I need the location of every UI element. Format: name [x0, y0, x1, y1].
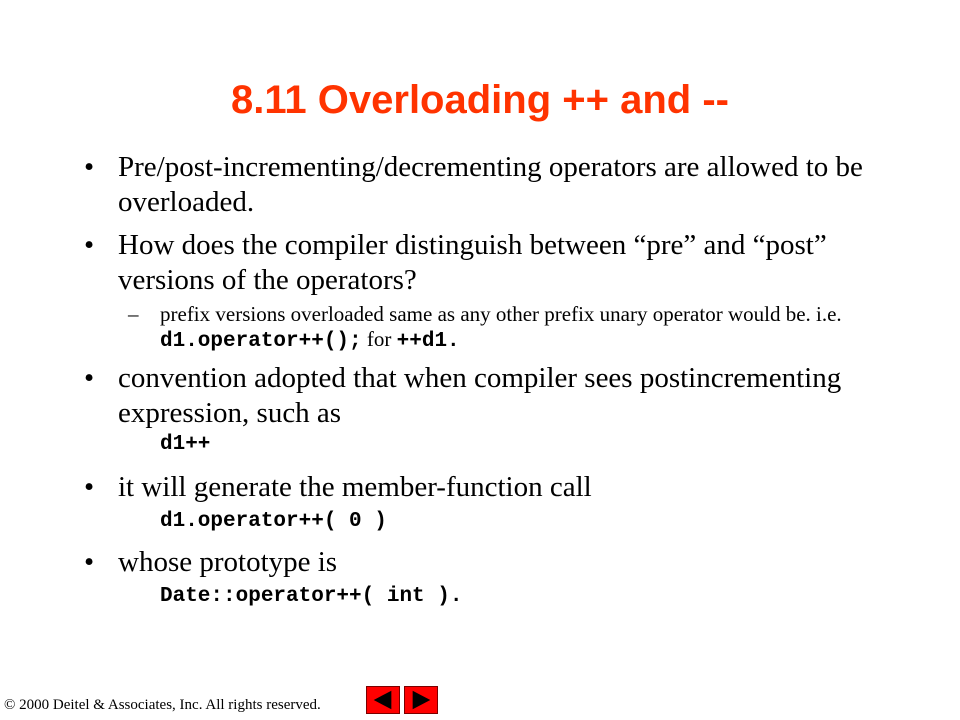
sub-for-code: ++d1. [396, 330, 460, 353]
bullet-marker: • [84, 151, 95, 183]
next-slide-button[interactable] [404, 686, 438, 714]
triangle-right-icon [405, 687, 437, 713]
code-line: Date::operator++( int ). [160, 585, 463, 608]
bullet-item [84, 470, 884, 505]
bullet-text: whose prototype is [118, 546, 338, 578]
bullet-text: Pre/post-incrementing/decrementing operators are allowed to be overloaded. [118, 151, 863, 218]
bullet-marker: • [84, 362, 95, 394]
bullet-text: it will generate the member-function call [118, 471, 592, 503]
sub-prefix-text: prefix versions overloaded same as any other prefix unary operator would be. i.e. [160, 302, 842, 326]
code-line: d1.operator++( 0 ) [160, 510, 387, 533]
bullet-item [84, 361, 884, 431]
triangle-left-icon [367, 687, 399, 713]
bullet-marker: • [84, 546, 95, 578]
bullet-text: How does the compiler distinguish between “pre” and “post” versions of the operators? [118, 229, 827, 296]
previous-slide-button[interactable] [366, 686, 400, 714]
bullet-marker: • [84, 471, 95, 503]
sub-bullet-marker: – [128, 302, 139, 326]
copyright-footer: © 2000 Deitel & Associates, Inc. All rights reserved. [4, 697, 321, 713]
sub-for-text: for [366, 327, 392, 351]
sub-bullet-text [160, 302, 888, 354]
code-line: d1++ [160, 433, 211, 456]
bullet-text: convention adopted that when compiler sees postincrementing expression, such as [118, 362, 842, 429]
bullet-item [84, 150, 884, 220]
bullet-item [84, 545, 884, 580]
sub-bullet-item [128, 302, 888, 354]
sub-prefix-code: d1.operator++(); [160, 330, 362, 353]
bullet-item [84, 228, 884, 298]
bullet-marker: • [84, 229, 95, 261]
slide-title: 8.11 Overloading ++ and -- [231, 78, 729, 122]
